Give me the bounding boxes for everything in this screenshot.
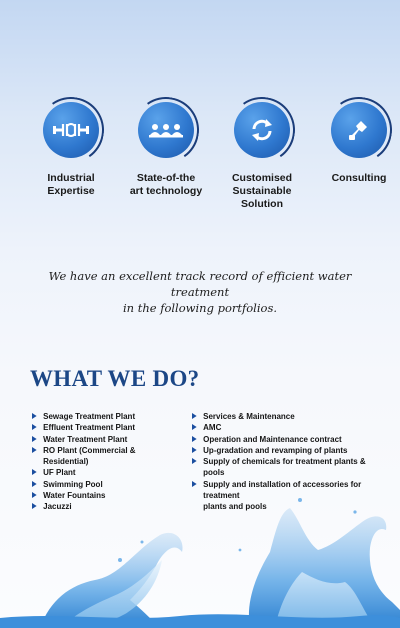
- feature-customised-solution: [212, 100, 312, 211]
- tagline-line: in the following portfolios.: [122, 301, 278, 315]
- service-item: [192, 422, 384, 433]
- feature-label: [21, 172, 121, 198]
- service-item: [192, 411, 384, 422]
- bullet-arrow-icon: [32, 447, 37, 453]
- feature-consulting: [309, 100, 400, 185]
- bullet-arrow-icon: [32, 424, 37, 430]
- portfolio-tagline: [30, 268, 370, 316]
- service-item-label: RO Plant (Commercial & Residential): [43, 444, 136, 467]
- people-icon: [138, 102, 194, 158]
- service-item: [192, 434, 384, 445]
- bullet-arrow-icon: [32, 481, 37, 487]
- feature-label-line: Sustainable: [232, 185, 292, 197]
- feature-label-line: Solution: [241, 198, 283, 210]
- feature-label-line: Consulting: [331, 172, 387, 184]
- feature-label: [116, 172, 216, 198]
- recycle-arrows-icon: [234, 102, 290, 158]
- service-item: [32, 422, 181, 433]
- service-item-label: plants and pools: [203, 501, 267, 512]
- features-row: [0, 100, 400, 210]
- service-item: [32, 434, 181, 445]
- service-item: [32, 411, 181, 422]
- what-we-do-heading: WHAT WE DO?: [30, 366, 200, 391]
- tagline-line: We have an excellent track record of efficient water treatment: [48, 269, 352, 299]
- feature-label-line: Customised: [231, 172, 293, 184]
- pipes-icon: [43, 102, 99, 158]
- feature-label-line: Expertise: [47, 185, 95, 197]
- service-item-label: Jacuzzi: [43, 501, 72, 512]
- service-item: [192, 445, 384, 456]
- service-item-label: Services & Maintenance: [203, 411, 295, 421]
- feature-label: [309, 172, 400, 185]
- service-item: [32, 479, 181, 490]
- service-item: [32, 445, 181, 468]
- bullet-arrow-icon: [192, 447, 197, 453]
- handshake-icon: [331, 102, 387, 158]
- bullet-arrow-icon: [32, 436, 37, 442]
- feature-label-line: State-of-the: [136, 172, 196, 184]
- service-item-label: Water Treatment Plant: [43, 433, 128, 444]
- bullet-arrow-icon: [32, 413, 37, 419]
- bullet-arrow-icon: [32, 469, 37, 475]
- service-item-label: Effluent Treatment Plant: [43, 422, 136, 433]
- feature-badge: [329, 100, 389, 160]
- bullet-arrow-icon: [192, 413, 197, 419]
- service-item-label: UF Plant: [43, 467, 76, 478]
- service-item-label: Sewage Treatment Plant: [43, 411, 136, 421]
- service-item-label: Operation and Maintenance contract: [203, 433, 342, 444]
- service-item-label: Swimming Pool: [43, 478, 103, 489]
- bullet-arrow-icon: [192, 424, 197, 430]
- service-item-label: AMC: [203, 422, 222, 433]
- feature-badge: [41, 100, 101, 160]
- service-item-label: Water Fountains: [43, 490, 106, 501]
- bullet-arrow-icon: [192, 458, 197, 464]
- service-item-label: Up-gradation and revamping of plants: [203, 444, 348, 455]
- feature-label-line: Industrial: [47, 172, 95, 184]
- feature-badge: [136, 100, 196, 160]
- service-item: [32, 467, 181, 478]
- water-splash-image: [0, 490, 400, 628]
- feature-label: [212, 172, 312, 211]
- feature-badge: [232, 100, 292, 160]
- service-item: [192, 456, 384, 479]
- service-item-label: Supply of chemicals for treatment plants & pools: [203, 456, 366, 478]
- feature-label-line: art technology: [129, 185, 203, 197]
- bullet-arrow-icon: [192, 481, 197, 487]
- feature-state-of-the-art: [116, 100, 216, 198]
- feature-industrial-expertise: [21, 100, 121, 198]
- bullet-arrow-icon: [192, 436, 197, 442]
- service-item-label: Supply and installation of accessories for treatment: [203, 478, 362, 501]
